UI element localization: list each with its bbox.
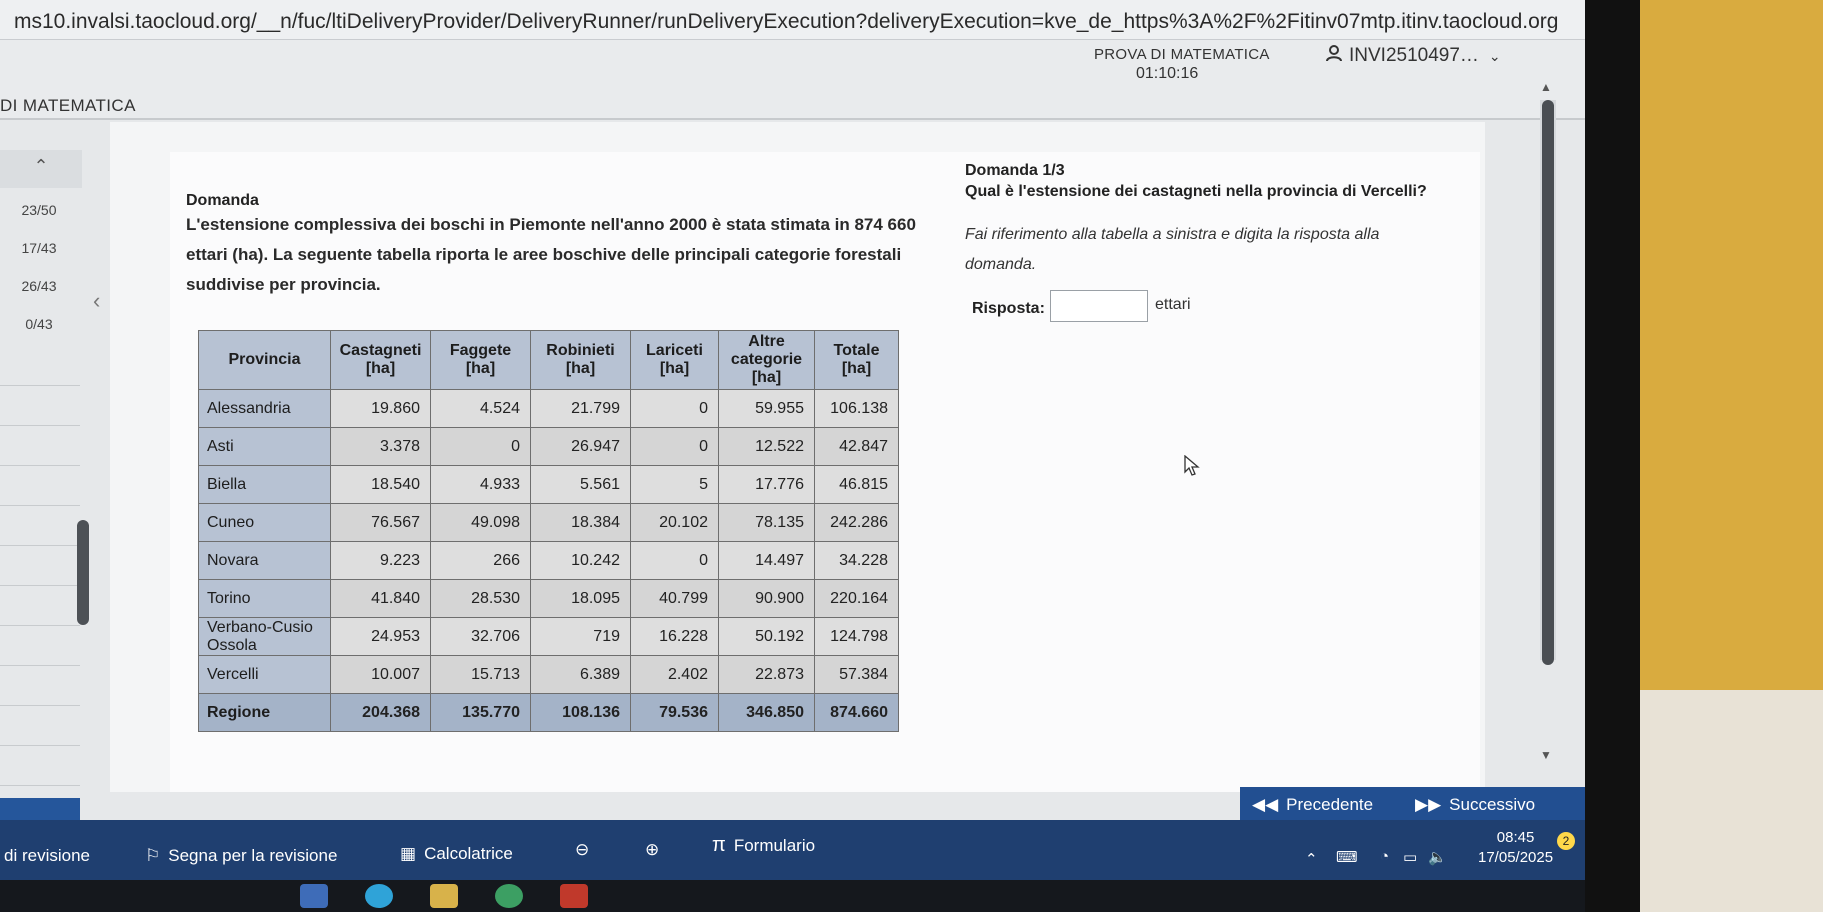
nav-item[interactable]	[0, 590, 80, 626]
taskbar-app-icon[interactable]	[300, 884, 328, 908]
table-row	[199, 390, 899, 428]
table-cell: 79.536	[631, 694, 719, 732]
table-cell: 874.660	[815, 694, 899, 732]
notifications-icon[interactable]	[1557, 832, 1575, 850]
province-cell: Alessandria	[199, 390, 331, 428]
section-title: DI MATEMATICA	[0, 96, 136, 115]
table-cell: 50.192	[719, 618, 815, 656]
keyboard-icon[interactable]: ⌨	[1336, 849, 1358, 866]
user-id: INVI2510497…	[1349, 45, 1479, 66]
nav-item[interactable]	[0, 510, 80, 546]
answer-input[interactable]	[1050, 290, 1148, 322]
table-cell: 10.242	[531, 542, 631, 580]
folder-icon[interactable]	[430, 884, 458, 908]
zoom-out-button[interactable]	[575, 840, 589, 860]
province-cell: Torino	[199, 580, 331, 618]
table-cell: 266	[431, 542, 531, 580]
nav-item[interactable]	[0, 630, 80, 666]
chevron-left-icon[interactable]: ‹	[93, 288, 101, 313]
table-cell: 0	[431, 428, 531, 466]
table-row	[199, 580, 899, 618]
table-cell: 12.522	[719, 428, 815, 466]
scroll-down-icon[interactable]: ▼	[1540, 748, 1552, 762]
table-cell: 34.228	[815, 542, 899, 580]
table-cell: 14.497	[719, 542, 815, 580]
nav-item[interactable]	[0, 750, 80, 786]
table-cell: 22.873	[719, 656, 815, 694]
nav-item[interactable]	[0, 430, 80, 466]
table-cell: 18.384	[531, 504, 631, 542]
previous-label: Precedente	[1286, 795, 1374, 814]
progress-section-1[interactable]: 23/50	[21, 202, 57, 218]
table-cell: 204.368	[331, 694, 431, 732]
progress-section-2[interactable]: 17/43	[21, 240, 57, 256]
review-label: di revisione	[4, 846, 90, 865]
nav-item[interactable]	[0, 670, 80, 706]
table-cell: 24.953	[331, 618, 431, 656]
system-clock[interactable]	[1478, 828, 1553, 868]
table-cell: 3.378	[331, 428, 431, 466]
chevron-up-icon[interactable]: ⌃	[1305, 851, 1318, 868]
table-cell: 78.135	[719, 504, 815, 542]
chevron-up-icon[interactable]: ⌃	[0, 150, 82, 188]
nav-item[interactable]	[0, 350, 80, 386]
table-cell: 59.955	[719, 390, 815, 428]
table-cell: 18.540	[331, 466, 431, 504]
zoom-in-button[interactable]	[645, 840, 659, 860]
formulas-label: Formulario	[733, 835, 816, 855]
chrome-icon[interactable]	[495, 884, 523, 908]
calculator-label: Calcolatrice	[424, 844, 513, 863]
table-cell: 76.567	[331, 504, 431, 542]
table-cell: 346.850	[719, 694, 815, 732]
page-scrollbar[interactable]	[1540, 100, 1556, 660]
table-cell: 57.384	[815, 656, 899, 694]
edge-icon[interactable]	[365, 884, 393, 908]
zoom-out-icon: ⊖	[575, 840, 590, 859]
acrobat-icon[interactable]	[560, 884, 588, 908]
background-desk	[1640, 690, 1823, 912]
table-cell: 28.530	[431, 580, 531, 618]
chevron-down-icon[interactable]: ⌄	[1488, 47, 1501, 64]
table-cell: 108.136	[531, 694, 631, 732]
flag-for-review-button[interactable]	[145, 846, 337, 866]
monitor-bezel	[1585, 0, 1640, 912]
user-icon	[1325, 44, 1343, 68]
next-label: Successivo	[1449, 795, 1536, 814]
table-cell: 40.799	[631, 580, 719, 618]
table-cell: 16.228	[631, 618, 719, 656]
double-chevron-right-icon: ▶▶	[1415, 795, 1442, 814]
test-navigator	[0, 150, 82, 800]
table-cell: 106.138	[815, 390, 899, 428]
page-scrollbar-thumb[interactable]	[1542, 100, 1554, 665]
table-header: Provincia	[199, 331, 331, 390]
flag-icon: ⚐	[145, 846, 161, 865]
forest-table	[198, 330, 899, 732]
app-header	[0, 40, 1585, 120]
os-taskbar	[0, 880, 1585, 912]
table-cell: 0	[631, 428, 719, 466]
table-cell: 49.098	[431, 504, 531, 542]
table-row	[199, 618, 899, 656]
test-name: PROVA DI MATEMATICA	[1094, 46, 1270, 63]
table-cell: 42.847	[815, 428, 899, 466]
table-cell: 2.402	[631, 656, 719, 694]
table-cell: 9.223	[331, 542, 431, 580]
table-cell: 26.947	[531, 428, 631, 466]
table-cell: 21.799	[531, 390, 631, 428]
table-cell: 0	[631, 542, 719, 580]
next-button[interactable]	[1415, 795, 1535, 815]
table-cell: 19.860	[331, 390, 431, 428]
table-cell: 4.933	[431, 466, 531, 504]
wifi-icon[interactable]: ◔	[1380, 848, 1390, 865]
navigator-scrollbar[interactable]	[77, 520, 89, 625]
table-cell: 6.389	[531, 656, 631, 694]
table-cell: 10.007	[331, 656, 431, 694]
table-cell: 41.840	[331, 580, 431, 618]
table-row	[199, 428, 899, 466]
nav-item[interactable]	[0, 470, 80, 506]
province-cell: Verbano-Cusio Ossola	[199, 618, 331, 656]
table-cell: 719	[531, 618, 631, 656]
answer-label: Risposta:	[972, 300, 1045, 317]
table-header: Altre categorie [ha]	[719, 331, 815, 390]
province-cell: Regione	[199, 694, 331, 732]
battery-icon[interactable]: ▭	[1403, 849, 1418, 866]
table-cell: 4.524	[431, 390, 531, 428]
table-cell: 0	[631, 390, 719, 428]
speaker-icon[interactable]: 🔈	[1428, 849, 1447, 866]
clock-date: 17/05/2025	[1478, 849, 1554, 866]
table-cell: 18.095	[531, 580, 631, 618]
double-chevron-left-icon: ◀◀	[1252, 795, 1279, 814]
question-prompt: Qual è l'estensione dei castagneti nella provincia di Vercelli?	[965, 183, 1427, 200]
table-cell: 17.776	[719, 466, 815, 504]
nav-item[interactable]	[0, 710, 80, 746]
url-text[interactable]: ms10.invalsi.taocloud.org/__n/fuc/ltiDeliveryProvider/DeliveryRunner/runDeliveryExecution?deliveryExecution=kve_de_https%3A%2F%2Fitinv07mtp.itinv.taocloud.org	[14, 10, 1559, 33]
province-cell: Biella	[199, 466, 331, 504]
table-cell: 242.286	[815, 504, 899, 542]
table-header: Totale [ha]	[815, 331, 899, 390]
nav-item[interactable]	[0, 550, 80, 586]
calculator-icon: ▦	[400, 844, 417, 863]
province-cell: Asti	[199, 428, 331, 466]
browser-address-bar[interactable]	[0, 0, 1585, 40]
previous-button[interactable]	[1252, 795, 1373, 815]
table-cell: 5.561	[531, 466, 631, 504]
mouse-cursor-icon	[1184, 455, 1200, 482]
table-header: Castagneti [ha]	[331, 331, 431, 390]
pi-icon: π	[712, 834, 726, 856]
question-counter: Domanda 1/3	[965, 162, 1065, 179]
calculator-button[interactable]	[400, 844, 513, 864]
table-cell: 220.164	[815, 580, 899, 618]
progress-section-4[interactable]: 0/43	[25, 316, 53, 332]
user-menu[interactable]	[1325, 44, 1501, 68]
table-cell: 90.900	[719, 580, 815, 618]
table-cell: 124.798	[815, 618, 899, 656]
answer-unit: ettari	[1155, 296, 1191, 313]
timer: 01:10:16	[1136, 65, 1199, 82]
table-row	[199, 466, 899, 504]
nav-item[interactable]	[0, 390, 80, 426]
table-row	[199, 542, 899, 580]
province-cell: Novara	[199, 542, 331, 580]
review-button[interactable]	[4, 846, 90, 866]
flag-label: Segna per la revisione	[168, 846, 338, 865]
table-cell: 135.770	[431, 694, 531, 732]
zoom-in-icon: ⊕	[645, 840, 660, 859]
scroll-up-icon[interactable]: ▲	[1540, 80, 1552, 94]
table-cell: 32.706	[431, 618, 531, 656]
table-header-row	[199, 331, 899, 390]
table-cell: 46.815	[815, 466, 899, 504]
province-cell: Cuneo	[199, 504, 331, 542]
question-instruction: Fai riferimento alla tabella a sinistra e digita la risposta alla domanda.	[965, 226, 1380, 273]
table-row	[199, 504, 899, 542]
formulas-button[interactable]	[712, 834, 815, 857]
notification-count: 2	[1557, 832, 1575, 850]
table-header: Lariceti [ha]	[631, 331, 719, 390]
question-intro: L'estensione complessiva dei boschi in Piemonte nell'anno 2000 è stata stimata in 874 660 ettari (ha). La seguente tabella riporta le aree boschive delle principali categorie forestali suddivise per provincia.	[186, 215, 916, 294]
table-row	[199, 656, 899, 694]
question-label: Domanda	[186, 192, 259, 209]
table-cell: 5	[631, 466, 719, 504]
tools-bar	[0, 820, 1585, 880]
clock-time: 08:45	[1496, 829, 1535, 846]
province-cell: Vercelli	[199, 656, 331, 694]
table-total-row	[199, 694, 899, 732]
table-cell: 15.713	[431, 656, 531, 694]
table-header: Faggete [ha]	[431, 331, 531, 390]
table-cell: 20.102	[631, 504, 719, 542]
table-header: Robinieti [ha]	[531, 331, 631, 390]
progress-section-3[interactable]: 26/43	[21, 278, 57, 294]
item-navigation-bar	[1240, 787, 1585, 823]
